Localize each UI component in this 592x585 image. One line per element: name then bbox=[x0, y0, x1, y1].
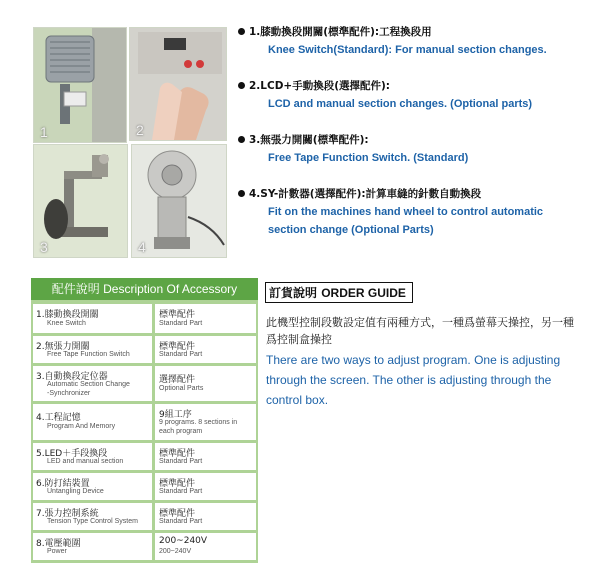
table-row bbox=[33, 304, 256, 333]
feature-description: Fit on the machines hand wheel to control automatic bbox=[268, 206, 544, 218]
bullet-icon bbox=[238, 82, 245, 89]
item-name-en: LED and manual section bbox=[47, 458, 124, 465]
feature-item bbox=[249, 78, 579, 113]
bullet-icon bbox=[238, 28, 245, 35]
item-value: 選擇配件 bbox=[159, 375, 196, 385]
feature-item bbox=[249, 24, 579, 59]
item-name: 7.張力控制系統 bbox=[36, 509, 99, 519]
feature-title: 3.無張力開關(標準配件): bbox=[249, 134, 369, 146]
item-value: 標準配件 bbox=[159, 342, 196, 352]
accessory-table bbox=[31, 278, 258, 563]
feature-description: Free Tape Function Switch. (Standard) bbox=[268, 152, 469, 164]
item-value-en: Standard Part bbox=[159, 458, 203, 465]
item-value: 標準配件 bbox=[159, 509, 196, 519]
item-value: 標準配件 bbox=[159, 479, 196, 489]
item-value: 標準配件 bbox=[159, 310, 196, 320]
item-name: 4.工程記憶 bbox=[36, 413, 81, 423]
photo-number: 2 bbox=[136, 122, 144, 138]
item-value-en: Standard Part bbox=[159, 320, 203, 327]
item-name: 3.自動換段定位器 bbox=[36, 372, 108, 382]
feature-item bbox=[249, 186, 579, 239]
feature-description: section change (Optional Parts) bbox=[268, 224, 434, 236]
item-name-en: Free Tape Function Switch bbox=[47, 351, 130, 358]
table-row bbox=[33, 404, 256, 440]
item-name-en: Automatic Section Change bbox=[47, 381, 130, 388]
table-row bbox=[33, 473, 256, 500]
table-row bbox=[33, 366, 256, 401]
order-guide-text-zh: 此機型控制段數設定值有兩種方式，一種爲螢幕天操控，另一種爲控制盒操控 bbox=[266, 316, 574, 346]
item-name: 5.LED＋手段換段 bbox=[36, 449, 108, 459]
item-name-en: Knee Switch bbox=[47, 320, 86, 327]
photo-number: 3 bbox=[40, 239, 48, 255]
table-row bbox=[33, 533, 256, 560]
bullet-icon bbox=[238, 190, 245, 197]
feature-item bbox=[249, 132, 579, 167]
feature-title: 2.LCD+手動換段(選擇配件): bbox=[249, 80, 391, 92]
counter-illustration bbox=[132, 145, 226, 257]
table-row bbox=[33, 503, 256, 530]
lcd-panel-illustration bbox=[130, 28, 226, 140]
photo-number: 4 bbox=[138, 239, 146, 255]
item-name-en: Power bbox=[47, 548, 67, 555]
order-guide-title-zh: 訂貨說明 bbox=[269, 286, 318, 300]
order-guide-title bbox=[265, 282, 413, 303]
item-name: 2.無張力開關 bbox=[36, 342, 90, 352]
item-value-en: Standard Part bbox=[159, 488, 203, 495]
free-tape-switch-photo bbox=[33, 144, 128, 258]
order-guide-text-en: There are two ways to adjust program. One is adjusting through the screen. The other is adjusting through the control box. bbox=[266, 353, 561, 407]
item-value-en: 200~240V bbox=[159, 548, 192, 555]
photo-number: 1 bbox=[40, 124, 48, 140]
item-value: 標準配件 bbox=[159, 449, 196, 459]
accessory-table-title: 配件說明 Description Of Accessory bbox=[31, 278, 258, 300]
feature-description: Knee Switch(Standard): For manual section changes. bbox=[268, 44, 547, 56]
item-value-en: Optional Parts bbox=[159, 385, 204, 392]
item-value-en: Standard Part bbox=[159, 351, 203, 358]
item-name-en: Tension Type Control System bbox=[47, 518, 138, 525]
item-value: 200~240V bbox=[159, 536, 208, 546]
item-value-en: 9 programs. 8 sections in bbox=[159, 419, 238, 426]
knee-switch-photo bbox=[33, 27, 127, 143]
feature-description: LCD and manual section changes. (Optional parts) bbox=[268, 98, 533, 110]
table-row bbox=[33, 443, 256, 470]
item-name: 8.電壓範圍 bbox=[36, 539, 81, 549]
feature-title: 4.SY-計數器(選擇配件):計算車縫的針數自動換段 bbox=[249, 188, 482, 200]
bullet-icon bbox=[238, 136, 245, 143]
item-name: 6.防打結裝置 bbox=[36, 479, 90, 489]
item-value: 9組工序 bbox=[159, 410, 192, 420]
item-name-en: -Synchronizer bbox=[47, 390, 91, 397]
order-guide-title-en: ORDER GUIDE bbox=[321, 286, 406, 300]
item-value-en: each program bbox=[159, 428, 203, 435]
item-name-en: Untangling Device bbox=[47, 488, 104, 495]
item-name-en: Program And Memory bbox=[47, 423, 116, 430]
lcd-panel-photo bbox=[129, 27, 227, 141]
item-name: 1.膝動換段開關 bbox=[36, 310, 99, 320]
counter-photo bbox=[131, 144, 227, 258]
item-value-en: Standard Part bbox=[159, 518, 203, 525]
table-row bbox=[33, 336, 256, 363]
feature-title: 1.膝動換段開關(標準配件):工程換段用 bbox=[249, 26, 432, 38]
